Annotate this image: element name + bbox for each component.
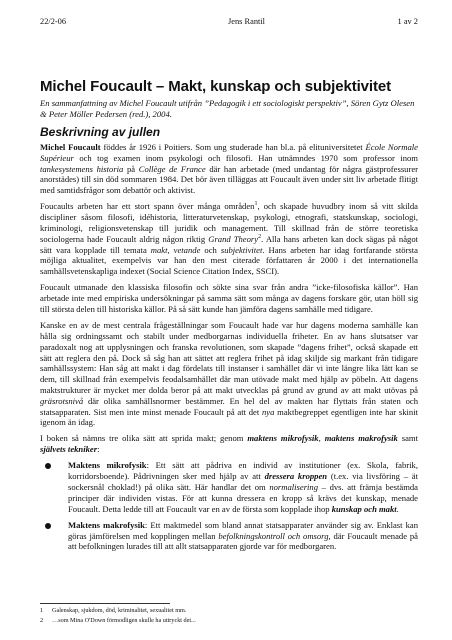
text-run: där olika samhällsnormer bestämmer. En hel del av makten har flyttats från staten och statsapparaten. Sist men inte minst menade Foucault på att det xyxy=(40,395,418,417)
paragraph-5 xyxy=(40,433,418,455)
italic-run: Collège de France xyxy=(138,163,206,174)
text-run: maktbegreppet egentligen inte har skinit igenom än idag. xyxy=(40,406,418,428)
section-heading: Beskrivning av jullen xyxy=(40,125,161,139)
header-date: 22/2-06 xyxy=(40,17,67,26)
footnote-ref-2: 2 xyxy=(258,233,262,240)
italic-run: normalisering xyxy=(269,482,319,493)
footnote-ref-1: 1 xyxy=(254,201,258,208)
bullet-list xyxy=(40,460,418,552)
footnote-2 xyxy=(40,617,196,624)
text-run: föddes år 1926 i Poitiers. Som ung studerade han bl.a. på elituniversitetet xyxy=(100,142,366,152)
italic-run: subjektivitet xyxy=(220,244,263,255)
text-run: på xyxy=(123,163,139,174)
list-item xyxy=(40,520,418,552)
list-item xyxy=(40,460,418,514)
list-item-label: Maktens makrofysik xyxy=(68,519,145,530)
bullet-icon xyxy=(45,523,51,529)
text-run: – dvs. att främja bestämda principer där individen vistas. För att kunna dressera en kropp så krävs det kunskap, menade Foucault. Detta ledde till att Foucault var en av de första som kopplade ihop xyxy=(68,482,419,514)
text-run: , och skapade huvudbry inom så vitt skilda discipliner såsom filosofi, idéhistoria, litteraturvetenskap, psykologi, etnografi, statskunskap, sociologi, kriminologi, religionsvetenskap till juridik och management. Till skillnad från de större teoretiska sociologerna hade Foucault aldrig någon riktig xyxy=(40,201,418,244)
bold-italic-run: maktens makrofysik xyxy=(324,433,398,444)
document-title: Michel Foucault – Makt, kunskap och subjektivitet xyxy=(40,78,392,95)
paragraph-3: Foucault utmanade den klassiska filosofin och sökte sina svar från andra ”icke-filosofiska källor”. Han arbetade inte med empiriska undersökningar på samma sätt som många av dagens forskare gör, utan höll sig till största delen till historiska källor. På så sätt kunde han jämföra dagens samhälle med tidigare. xyxy=(40,282,418,314)
bold-italic-run: kunskap och makt xyxy=(331,503,397,514)
bold-italic-run: dressera kroppen xyxy=(264,471,328,482)
text-run: , där Foucault menade på att befolkningen lurades till att allt statsapparaten gjorde var för medborgaren. xyxy=(68,530,418,552)
bold-italic-run: maktens mikrofysik xyxy=(247,433,319,444)
footnote-1 xyxy=(40,607,186,614)
footnote-divider xyxy=(40,603,170,604)
text-run: : Ett maktmedel som bland annat statsapparater använder sig av. Enklast kan göras jämförelsen med kopplingen mellan xyxy=(68,519,418,541)
header-author: Jens Rantil xyxy=(228,17,265,26)
text-run: : xyxy=(97,444,100,455)
text-run: Kanske en av de mest centrala frågeställningar som Foucault hade var hur dagens moderna samhälle kan hålla sig ordningssamt och stabilt under medborgarnas individuella friheter. En av hans slutsatser var paradoxalt nog att upplysningen och franska revolutionen, som skapade ”dagens frihet”, också skapade ett sätt att reglera den på. Dock så såg han att sättet att reglera frihet på idag skiljde sig markant från tidigare samhällssystem: Han såg att makt i dag fördelats till instanser i samhället där vi inte längre lika lätt kan se dem, till skillnad från exempelvis feodalsamhället där man utövade makt med hjälp av pöbeln. Att dagens maktstrukturer är mycket mer dolda beror på att makt utvecklas på grund av grund av att makt utövas på xyxy=(40,320,418,395)
paragraph-2 xyxy=(40,201,418,277)
intro-text: En sammanfattning av Michel Foucault utifrån ”Pedagogik i ett sociologiskt perspektiv”, Sören Gytz Olesen & Peter Möller Pedersen (red.), 2004. xyxy=(40,98,415,119)
footnote-number: 1 xyxy=(40,607,44,614)
text-run: . xyxy=(396,503,399,514)
list-item-label: Maktens mikrofysik xyxy=(68,460,147,471)
bold-italic-run: självets tekniker xyxy=(40,444,98,455)
bullet-icon xyxy=(45,463,51,469)
italic-run: makt, vetande xyxy=(150,244,201,255)
text-run: (t.ex. via livsföring – ät sockersnål choklad!) på olika sätt. Här handlar det om xyxy=(68,471,418,493)
name-bold: Michel Foucault xyxy=(40,142,101,152)
text-run: , xyxy=(318,433,325,444)
italic-run: tankesystemens historia xyxy=(40,163,124,174)
text-run: och xyxy=(200,244,221,255)
italic-run: gräsrotsnivå xyxy=(40,395,84,406)
text-run: samt xyxy=(397,433,418,444)
header-page-number: 1 av 2 xyxy=(397,17,418,26)
text-run: där han arbetade (med undantag för några gästprofessurer anorstädes) till sin död sommaren 1984. Det bör även tilläggas att Foucault även under sitt liv arbetade flitigt med samtidsfrågor som debattör och aktivist. xyxy=(40,163,418,196)
footnote-number: 2 xyxy=(40,617,44,624)
body-text xyxy=(40,142,418,558)
italic-run: nya xyxy=(262,406,275,417)
text-run: . Alla hans arbeten kan dock sägas på något sätt vara kopplade till temata xyxy=(40,233,419,255)
italic-run: Grand Theory xyxy=(208,233,259,244)
text-run: . Hans arbeten har idag fortfarande största möjliga aktualitet, exempelvis var han den mest citerade författaren år 2000 i det internationella samhällsvetenskapliga indexet (Social Science Citation Index, SSCI). xyxy=(40,244,418,277)
paragraph-1 xyxy=(40,142,418,196)
text-run: och tog examen inom psykologi och filosofi. Han utnämndes 1970 som professor inom xyxy=(73,152,418,163)
italic-run: École Normale Supérieur xyxy=(40,142,418,163)
footnote-text: …som Mina O'Down förmodligen skulle ha uttryckt det... xyxy=(52,617,196,624)
text-run: : Ett sätt att pådriva en individ av institutioner (ex. Skola, fabrik, korridorsboende). Pådrivningen sker med hjälp av att xyxy=(68,460,418,482)
text-run: Foucaults arbeten har ett stort spann över många områden xyxy=(40,201,255,212)
footnote-text: Galenskap, sjukdom, död, kriminalitet, sexualitet mm. xyxy=(52,607,187,614)
italic-run: befolkningskontroll och omsorg xyxy=(218,530,329,541)
text-run: I boken så nämns tre olika sätt att sprida makt; genom xyxy=(40,433,248,444)
paragraph-4 xyxy=(40,320,418,428)
